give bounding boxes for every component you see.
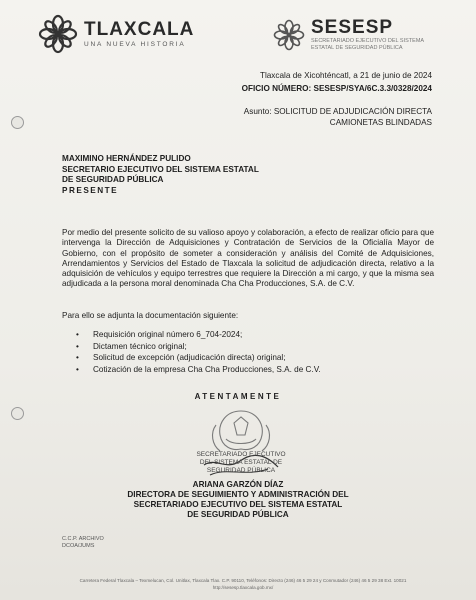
tlaxcala-logo [38, 14, 194, 54]
punch-hole [11, 407, 24, 420]
body-paragraph-1: Por medio del presente solicito de su valioso apoyo y colaboración, a efecto de realizar oficio para que intervenga la Dirección de Adquisiciones y Contratación de Servicios de la Oficialía Mayor de Gobierno, con el propósito de someter a consideración y análisis del Comité de Adquisiciones, Arrendamientos y Servicios del Estado de Tlaxcala la solicitud de adjudicación directa, relativo a la adquisición de vehículos y equipo terrestres que requiere la Dirección a mi cargo, y que la misma sea adjudicada a la persona moral denominada Cha Cha Producciones, S.A. de C.V. [62, 228, 434, 289]
list-item: • Requisición original número 6_704-2024; [76, 329, 321, 341]
sesesp-subtitle: SECRETARIADO EJECUTIVO DEL SISTEMA ESTATAL DE SEGURIDAD PÚBLICA [311, 38, 424, 51]
tlaxcala-tagline: UNA NUEVA HISTORIA [84, 41, 186, 48]
body-paragraph-2: Para ello se adjunta la documentación siguiente: [62, 311, 239, 320]
punch-hole [11, 116, 24, 129]
sesesp-emblem-icon [272, 18, 306, 52]
signatory-title-3: DE SEGURIDAD PÚBLICA [187, 510, 289, 519]
date-line: Tlaxcala de Xicohténcatl, a 21 de junio de 2024 [259, 71, 432, 80]
footer-url: http://sesesp.tlaxcala.gob.mx/ [212, 584, 274, 590]
signatory-title-1: DIRECTORA DE SEGUIMIENTO Y ADMINISTRACIÓN DEL [127, 490, 349, 499]
signatory-block [0, 480, 476, 520]
attachments-list [76, 329, 321, 375]
asunto [244, 106, 432, 128]
stamp-line-3: SEGURIDAD PÚBLICA [206, 467, 276, 474]
sesesp-name: SESESP [311, 17, 394, 38]
ccp-line-1: C.C.P. ARCHIVO [62, 536, 104, 542]
closing: ATENTAMENTE [194, 392, 282, 401]
recipient-title-2: DE SEGURIDAD PÚBLICA [62, 175, 164, 184]
ccp-block [62, 536, 104, 550]
stamp-line-2: DEL SISTEMA ESTATAL DE [199, 459, 283, 466]
sesesp-logo [272, 18, 431, 52]
recipient-name: MAXIMINO HERNÁNDEZ PULIDO [62, 154, 191, 163]
list-item: • Dictamen técnico original; [76, 341, 321, 353]
footer-address: Carretera Federal Tlaxcala – Texmelucan, Col. Unitlax, Tlaxcala Tlax. C.P. 90110, Teléfonos: Directo (246) 46 5 29 24 y Conmutador (246) 46 5 29 38 Ext. 10021 [79, 578, 407, 583]
list-item: • Solicitud de excepción (adjudicación directa) original; [76, 352, 321, 364]
tlaxcala-name: TLAXCALA [84, 19, 195, 40]
tlaxcala-flower-icon [38, 14, 78, 54]
list-item: • Cotización de la empresa Cha Cha Producciones, S.A. de C.V. [76, 364, 321, 376]
official-stamp [196, 451, 286, 475]
asunto-line-1: Asunto: SOLICITUD DE ADJUDICACIÓN DIRECTA [243, 107, 432, 116]
signatory-title-2: SECRETARIADO EJECUTIVO DEL SISTEMA ESTATAL [133, 500, 343, 509]
footer [38, 578, 448, 591]
signatory-name: ARIANA GARZÓN DÍAZ [192, 480, 284, 489]
recipient-block [62, 154, 259, 196]
asunto-line-2: CAMIONETAS BLINDADAS [329, 118, 432, 127]
recipient-title-1: SECRETARIO EJECUTIVO DEL SISTEMA ESTATAL [62, 164, 259, 174]
stamp-line-1: SECRETARIADO EJECUTIVO [196, 451, 286, 458]
ccp-line-2: DCOA/JUMS [62, 543, 95, 549]
presente: PRESENTE [62, 185, 119, 195]
oficio-number: OFICIO NÚMERO: SESESP/SYA/6C.3.3/0328/2024 [241, 84, 432, 93]
